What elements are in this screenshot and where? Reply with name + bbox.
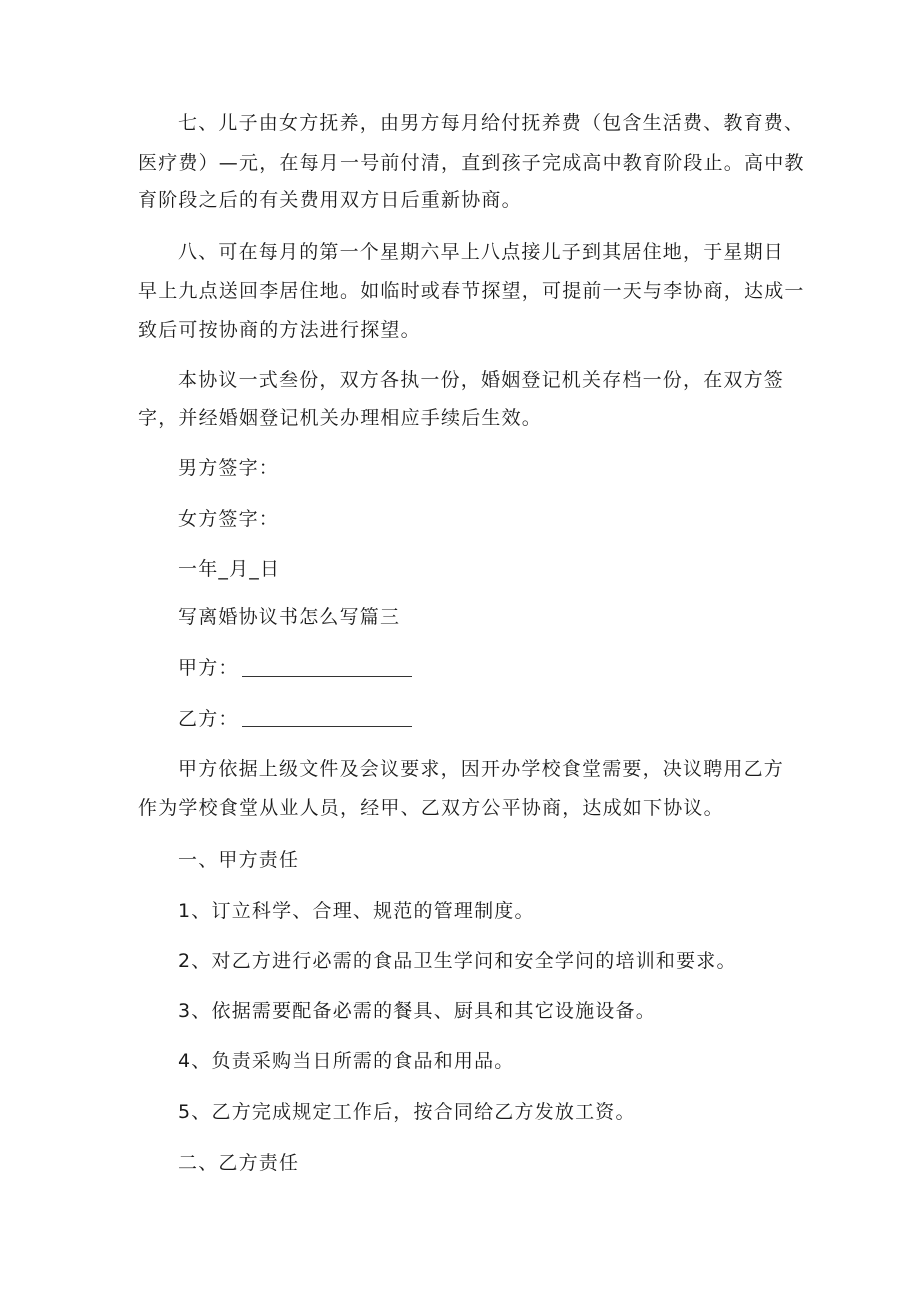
list-item: 4、负责采购当日所需的食品和用品。 — [178, 1050, 515, 1072]
para7-line3: 育阶段之后的有关费用双方日后重新协商。 — [138, 189, 522, 211]
para7-line1: 七、儿子由女方抚养，由男方每月给付抚养费（包含生活费、教育费、 — [178, 112, 805, 134]
para8-line2: 早上九点送回李居住地。如临时或春节探望，可提前一天与李协商，达成一 — [138, 280, 805, 302]
list-item: 1、订立科学、合理、规范的管理制度。 — [178, 900, 535, 922]
para7-line2: 医疗费）—元，在每月一号前付清，直到孩子完成高中教育阶段止。高中教 — [138, 152, 805, 174]
list-item: 2、对乙方进行必需的食品卫生学问和安全学问的培训和要求。 — [178, 950, 737, 972]
list-item: 5、乙方完成规定工作后，按合同给乙方发放工资。 — [178, 1101, 636, 1123]
closing-line2: 字，并经婚姻登记机关办理相应手续后生效。 — [138, 407, 543, 429]
para8-line1: 八、可在每月的第一个星期六早上八点接儿子到其居住地，于星期日 — [178, 241, 785, 263]
female-signature-label: 女方签字： — [178, 508, 280, 530]
party-a-label: 甲方： — [178, 657, 239, 679]
section-title: 写离婚协议书怎么写篇三 — [178, 606, 401, 628]
date-line: 一年_月_日 — [178, 558, 281, 580]
list-item: 3、依据需要配备必需的餐具、厨具和其它设施设备。 — [178, 1000, 656, 1022]
closing-line1: 本协议一式叁份，双方各执一份，婚姻登记机关存档一份，在双方签 — [178, 369, 785, 391]
party-a-duties-title: 一、甲方责任 — [178, 849, 300, 871]
intro-line1: 甲方依据上级文件及会议要求，因开办学校食堂需要，决议聘用乙方 — [178, 758, 785, 780]
para8-line3: 致后可按协商的方法进行探望。 — [138, 319, 421, 341]
party-b-duties-title: 二、乙方责任 — [178, 1152, 300, 1174]
party-b-label: 乙方： — [178, 708, 239, 730]
party-a-blank — [242, 676, 412, 677]
male-signature-label: 男方签字： — [178, 457, 280, 479]
party-b-blank — [242, 726, 412, 727]
intro-line2: 作为学校食堂从业人员，经甲、乙双方公平协商，达成如下协议。 — [138, 797, 724, 819]
